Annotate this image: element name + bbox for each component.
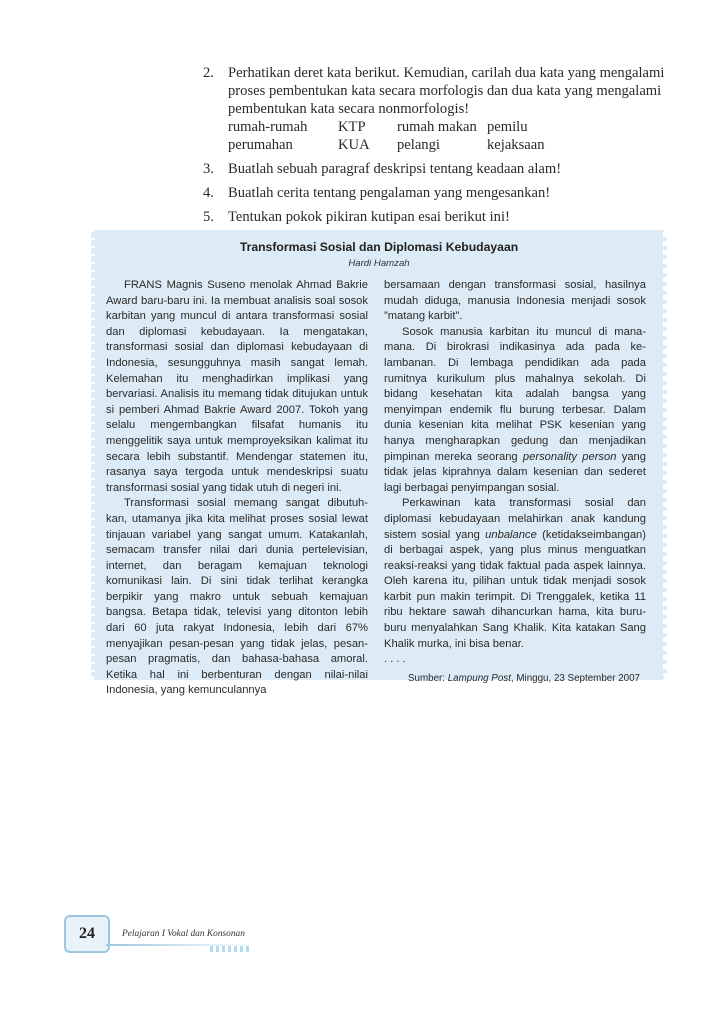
exercise-item-2 <box>200 64 670 154</box>
word: rumah-rumah <box>228 119 308 135</box>
emphasis-text: unbalance <box>485 528 537 541</box>
exercise-list <box>200 64 670 232</box>
article-paragraph: FRANS Magnis Suseno menolak Ahmad Bakrie Award baru-baru ini. Ia membuat analisis soal sosok karbitan yang muncul di antara transformasi sosial dan diplomasi kebudayaan. Ia mengatakan, transformasi sosial dan diplomasi kebudayaan di Indonesia, sesungguhnya masih sangat lemah. Kelemahan itu menghadirkan implikasi yang bervariasi. Analisis itu memang tidak ditujukan untuk si pemberi Ahmad Bakrie Award 2007. Tokoh yang selalu mengembangkan filsafat humanis itu menggelitik saya untuk memproyeksikan kalimat itu secara lebih substantif. Mendengar statemen itu, rasanya saya tergoda untuk mendeskripsi suatu transformasi sosial yang tidak utuh di negeri ini. <box>106 279 368 494</box>
exercise-number: 2. <box>203 65 214 81</box>
article-title: Transformasi Sosial dan Diplomasi Kebudayaan <box>239 240 519 254</box>
reading-box <box>94 230 664 697</box>
source-publication: Lampung Post <box>447 672 511 684</box>
word: pemilu <box>487 119 528 135</box>
footer-dots <box>210 946 250 952</box>
exercise-text: Buatlah cerita tentang pengalaman yang mengesankan! <box>228 185 551 201</box>
word: kejaksaan <box>487 137 545 153</box>
word: KUA <box>338 137 370 153</box>
exercise-number: 5. <box>203 209 214 225</box>
article-source <box>384 671 646 687</box>
article-paragraph <box>384 496 646 652</box>
article-paragraph <box>384 325 646 497</box>
source-prefix: Sumber: <box>407 672 448 684</box>
paragraph-text: (ketidakseimbangan) di berbagai aspek, yang plus minus menguatkan reaksi-reaksi yang tidak faktual pada aspek lainnya. Oleh karena itu, pilihan untuk tidak menjadi sosok karbit pun makin terimpit. Di Trenggalek, ketika 11 ribu hektare sawah dihancurkan hama, kita buru-buru menyalahkan Sang Khalik. Kita katakan Sang Khalik murka, ini bisa benar. <box>384 528 646 650</box>
word-grid <box>228 118 670 154</box>
page-number: 24 <box>79 925 95 942</box>
chapter-title: Pelajaran I Vokal dan Konsonan <box>122 929 245 939</box>
word: pelangi <box>397 137 440 153</box>
page-number-badge <box>64 915 110 953</box>
paragraph-text: Sosok manusia karbitan itu muncul di mana-mana. Di birokrasi indikasinya ada pada ke-lambanan. Di lembaga pendidikan ada pada rumitnya kurikulum plus mahalnya sekolah. Di bidang kesehatan kita adalah bangsa yang menyimpan endemik flu burung terbesar. Dalam dunia kesenian kita melihat PSK kesenian yang hanya mengharapkan gedung dan menjadikan pimpinan mereka seorang <box>384 325 646 463</box>
exercise-text: Tentukan pokok pikiran kutipan esai berikut ini! <box>228 209 510 225</box>
article-paragraph: bersamaan dengan transformasi sosial, hasilnya mudah diduga, manusia Indonesia menjadi sosok ”matang karbit”. <box>384 279 646 323</box>
article-author: Hardi Hamzah <box>348 258 410 269</box>
word: perumahan <box>228 137 293 153</box>
word: rumah makan <box>397 119 477 135</box>
exercise-item-5 <box>200 208 670 226</box>
source-date: , Minggu, 23 September 2007 <box>510 672 640 684</box>
exercise-number: 3. <box>203 161 214 177</box>
exercise-number: 4. <box>203 185 214 201</box>
ellipsis: . . . . <box>384 653 406 666</box>
exercise-item-3 <box>200 160 670 178</box>
article-paragraph: Transformasi sosial memang sangat dibutuh-kan, utamanya jika kita melihat proses sosial lewat tinjauan variabel yang sangat umum. Katakanlah, semacam transfer nilai dari dunia pertelevisian, internet, dan beragam kemajuan teknologi komunikasi lain. Di sini tidak terlihat kerangka berpikir yang makro untuk sebuah kemajuan bangsa. Betapa tidak, televisi yang ditonton lebih dari 60 juta rakyat Indonesia, lebih dari 67% menyajikan pesan-pesan yang tidak jelas, pesan-pesan pragmatis, dan bahasa-bahasa amoral. Ketika hal ini berbenturan dengan nilai-nilai Indonesia, yang kemunculannya <box>106 497 368 697</box>
exercise-text: Perhatikan deret kata berikut. Kemudian, carilah dua kata yang mengalami proses pembentukan kata secara morfologis dan dua kata yang mengalami pembentukan kata secara nonmorfologis! <box>228 65 665 117</box>
exercise-item-4 <box>200 184 670 202</box>
emphasis-text: personality person <box>522 450 617 463</box>
word: KTP <box>338 119 366 135</box>
exercise-text: Buatlah sebuah paragraf deskripsi tentang keadaan alam! <box>228 161 562 177</box>
paragraph-text: Perkawinan kata transformasi sosial dan diplomasi kebudayaan melahirkan anak kandung sistem sosial yang <box>384 497 646 541</box>
article-column-right <box>384 278 646 686</box>
article-column-left <box>106 278 368 699</box>
paragraph-text: yang tidak jelas kiprahnya dalam kesenian dan sederet lagi berbagai penyimpangan sosial. <box>384 450 646 494</box>
